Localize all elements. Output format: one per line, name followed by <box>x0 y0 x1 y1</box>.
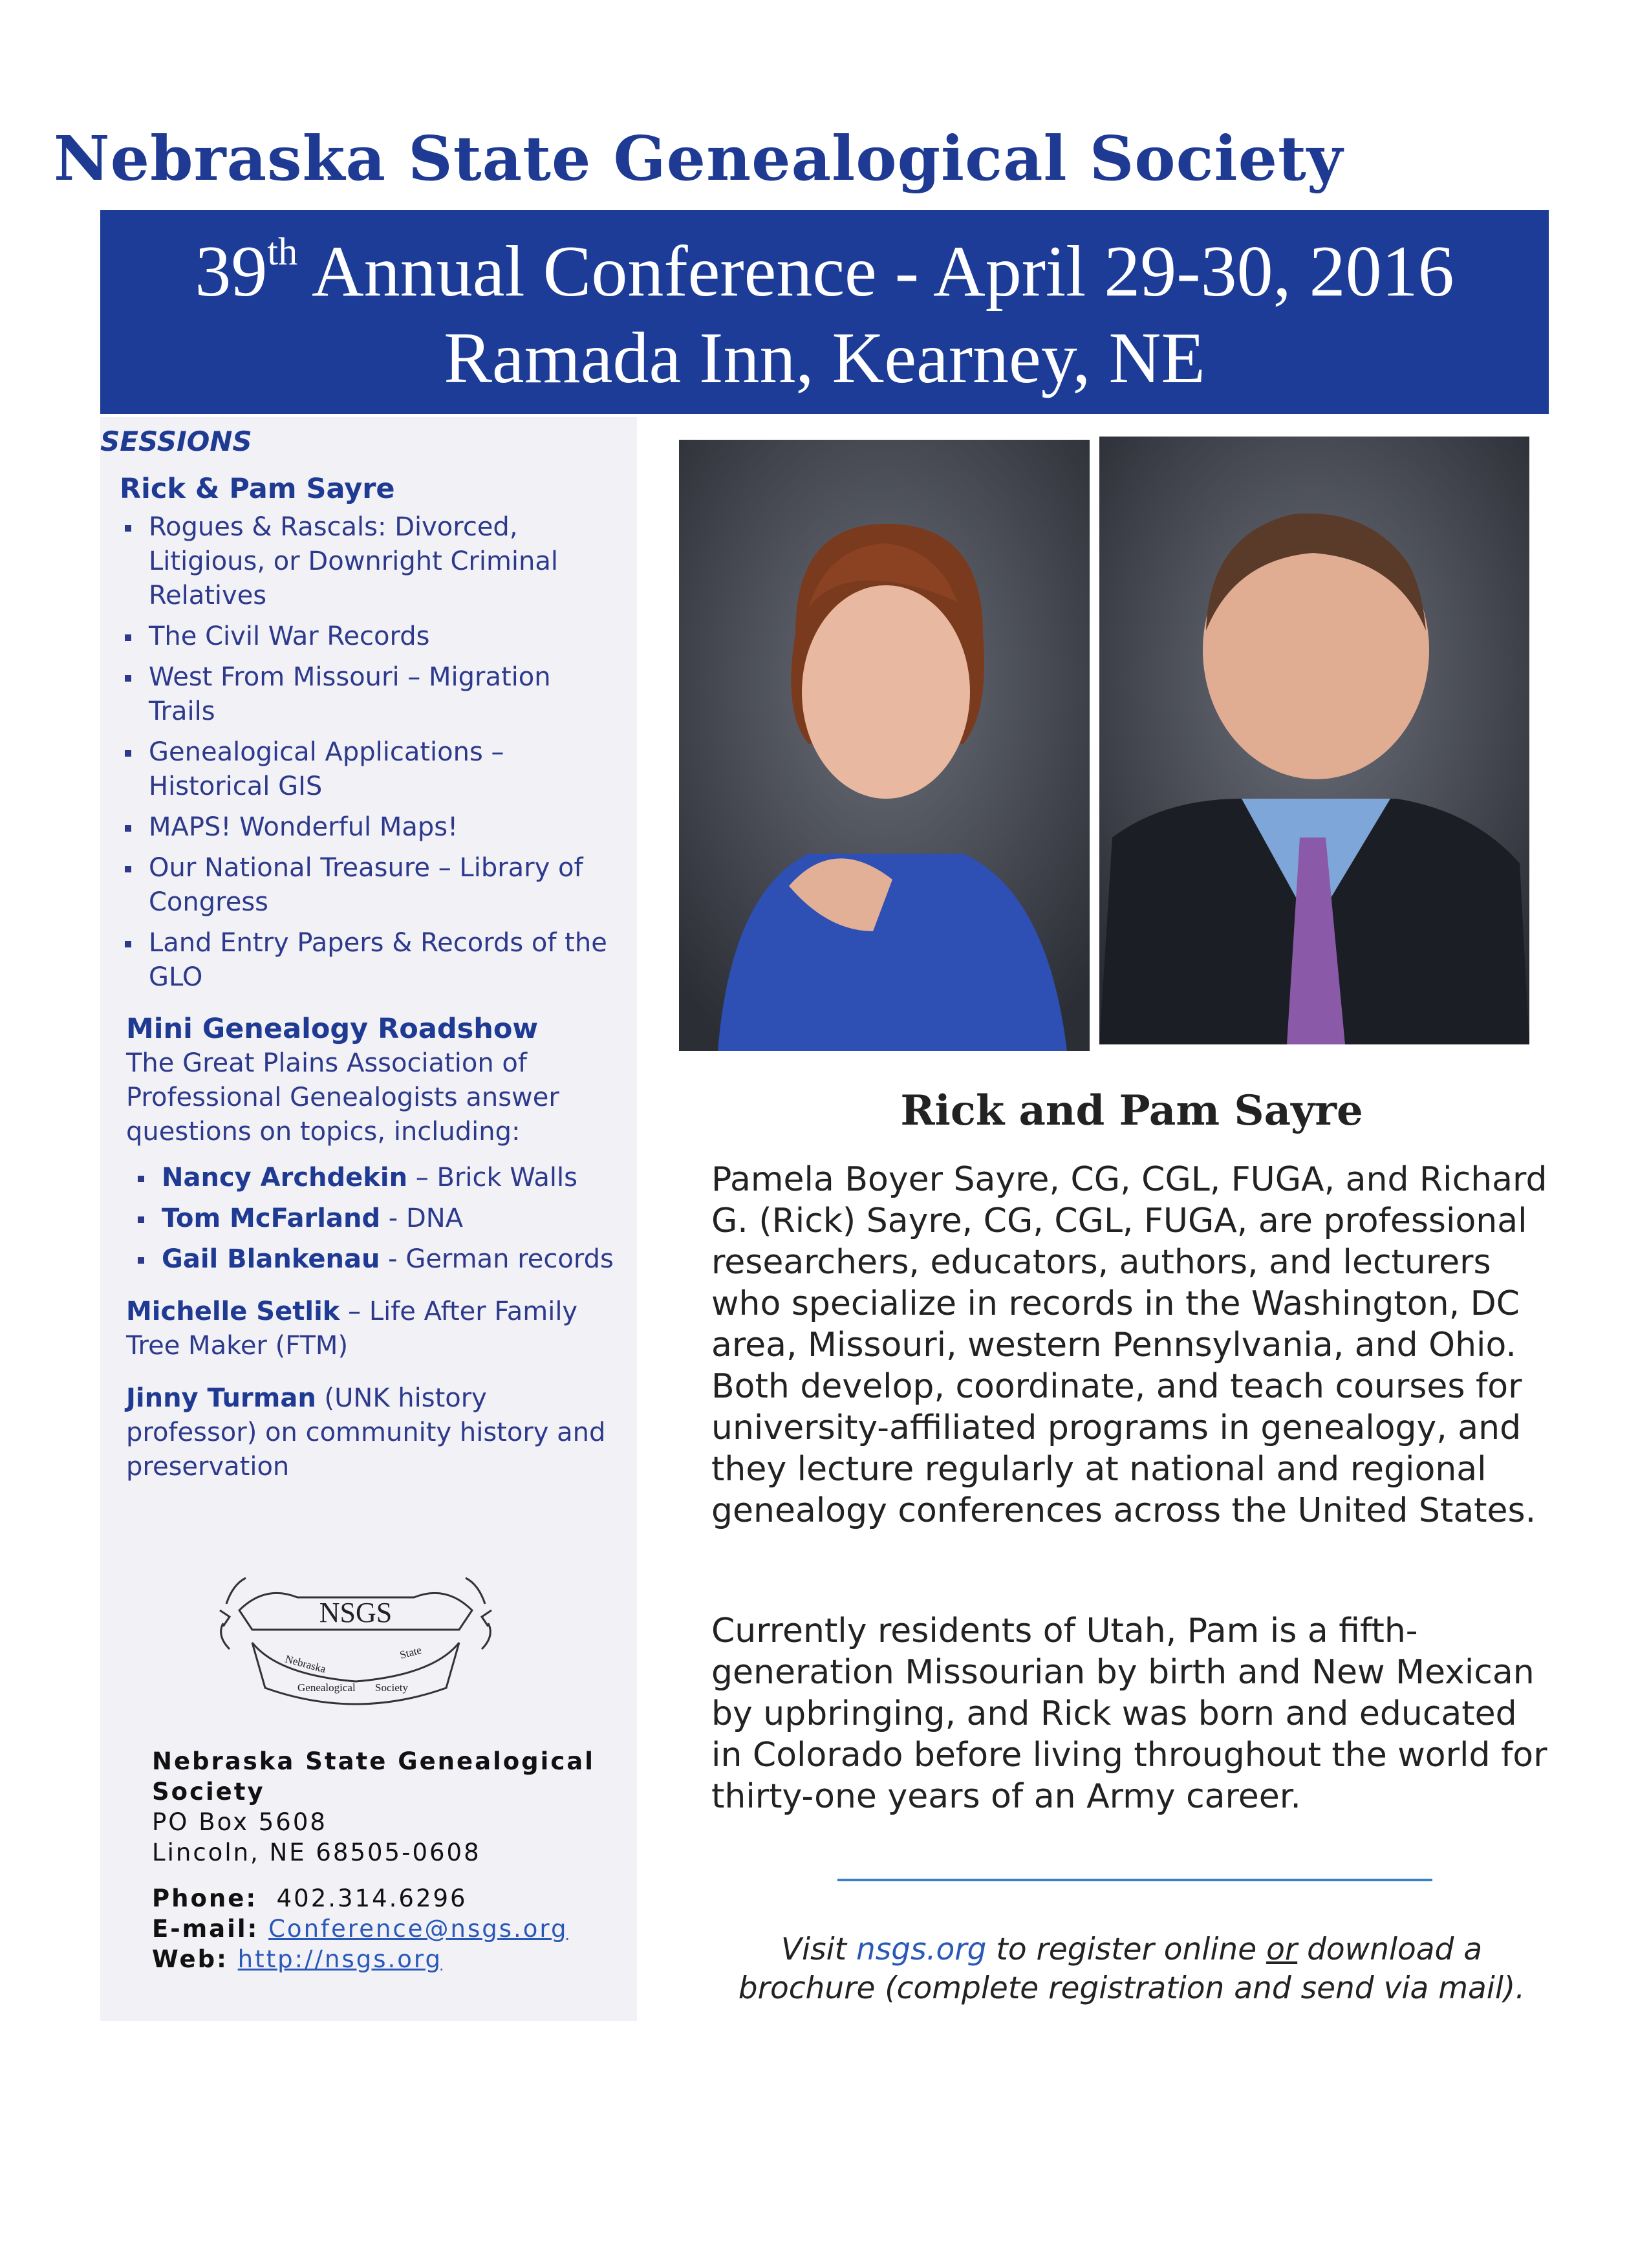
list-item: Genealogical Applications – Historical GIS <box>120 735 618 804</box>
address-city: Lincoln, NE 68505-0608 <box>152 1839 481 1866</box>
phone-value: 402.314.6296 <box>276 1885 468 1912</box>
list-item: MAPS! Wonderful Maps! <box>120 810 618 845</box>
pam-sayre-photo <box>679 440 1090 1051</box>
conference-venue: Ramada Inn, Kearney, NE <box>444 318 1205 398</box>
logo-word: State <box>398 1643 423 1661</box>
address-org: Nebraska State Genealogical Society <box>152 1747 595 1806</box>
roadshow-list <box>133 1161 624 1277</box>
article-para-2: Currently residents of Utah, Pam is a fifth-generation Missourian by birth and New Mexican by upbringing, and Rick was born and educated in Colorado before living throughout the world for thirty-one years of an Army career. <box>711 1612 1547 1816</box>
speaker-name: Jinny Turman <box>126 1383 316 1413</box>
nsgs-link[interactable]: nsgs.org <box>856 1932 987 1967</box>
registration-cta <box>711 1930 1552 2008</box>
contact-info <box>152 1883 568 1974</box>
expert-name: Gail Blankenau <box>162 1244 380 1274</box>
expert-name: Nancy Archdekin <box>162 1163 408 1193</box>
list-item: West From Missouri – Migration Trails <box>120 660 618 729</box>
speaker-name: Michelle Setlik <box>126 1297 340 1326</box>
list-item <box>133 1242 624 1277</box>
logo-word: Nebraska <box>283 1652 327 1676</box>
email-label: E-mail: <box>152 1915 259 1943</box>
roadshow-heading: Mini Genealogy Roadshow <box>126 1013 539 1045</box>
list-item <box>133 1161 624 1195</box>
conference-title: Annual Conference - April 29-30, 2016 <box>311 232 1454 312</box>
web-row <box>152 1944 568 1974</box>
phone-label: Phone: <box>152 1885 258 1912</box>
logo-word: Genealogical <box>297 1681 356 1694</box>
conference-number: 39 <box>195 232 268 312</box>
list-item: Land Entry Papers & Records of the GLO <box>120 926 618 995</box>
web-link[interactable]: http://nsgs.org <box>237 1945 442 1973</box>
phone-row <box>152 1883 568 1914</box>
nsgs-logo <box>213 1571 498 1727</box>
article-heading: Rick and Pam Sayre <box>900 1086 1363 1135</box>
expert-topic: - German records <box>380 1244 614 1274</box>
cta-text: Visit <box>781 1932 857 1967</box>
roadshow-block <box>126 1012 624 1484</box>
roadshow-intro: The Great Plains Association of Professional Genealogists answer questions on topics, including: <box>126 1048 559 1147</box>
mailing-address <box>152 1746 630 1868</box>
speaker-heading: Rick & Pam Sayre <box>120 473 395 505</box>
divider <box>837 1879 1432 1881</box>
cta-text: to register online <box>986 1932 1267 1967</box>
sessions-block <box>120 472 618 1001</box>
rick-sayre-photo <box>1099 437 1529 1044</box>
expert-topic: – Brick Walls <box>407 1163 577 1193</box>
logo-abbr: NSGS <box>319 1597 393 1628</box>
conference-banner <box>100 210 1549 414</box>
cta-or: or <box>1266 1932 1298 1967</box>
session-description: (UNK history professor) on community history and preservation <box>126 1383 606 1482</box>
session-list <box>120 510 618 995</box>
web-label: Web: <box>152 1945 228 1973</box>
cta-text: download a brochure (complete registration and send via mail). <box>738 1932 1525 2006</box>
setlik-session <box>126 1295 624 1363</box>
list-item <box>133 1202 624 1236</box>
list-item: The Civil War Records <box>120 620 618 654</box>
address-po: PO Box 5608 <box>152 1808 327 1836</box>
conference-ordinal: th <box>267 230 298 273</box>
email-row <box>152 1914 568 1944</box>
expert-topic: - DNA <box>380 1204 464 1233</box>
email-link[interactable]: Conference@nsgs.org <box>268 1915 568 1943</box>
sessions-heading: SESSIONS <box>100 426 252 457</box>
turman-session <box>126 1381 624 1484</box>
list-item: Rogues & Rascals: Divorced, Litigious, or Downright Criminal Relatives <box>120 510 618 613</box>
page-title: Nebraska State Genealogical Society <box>53 123 1344 195</box>
expert-name: Tom McFarland <box>162 1204 381 1233</box>
session-description: – Life After Family Tree Maker (FTM) <box>126 1297 578 1361</box>
conference-dates <box>100 230 1549 314</box>
logo-word: Society <box>375 1681 408 1694</box>
list-item: Our National Treasure – Library of Congress <box>120 851 618 920</box>
article-para-1: Pamela Boyer Sayre, CG, CGL, FUGA, and Richard G. (Rick) Sayre, CG, CGL, FUGA, are professional researchers, educators, authors, and lecturers who specialize in records in the Washington, DC area, Missouri, western Pennsylvania, and Ohio. Both develop, coordinate, and teach courses for university-affiliated programs in genealogy, and they lecture regularly at national and regional genealogy conferences across the United States. <box>711 1160 1547 1530</box>
